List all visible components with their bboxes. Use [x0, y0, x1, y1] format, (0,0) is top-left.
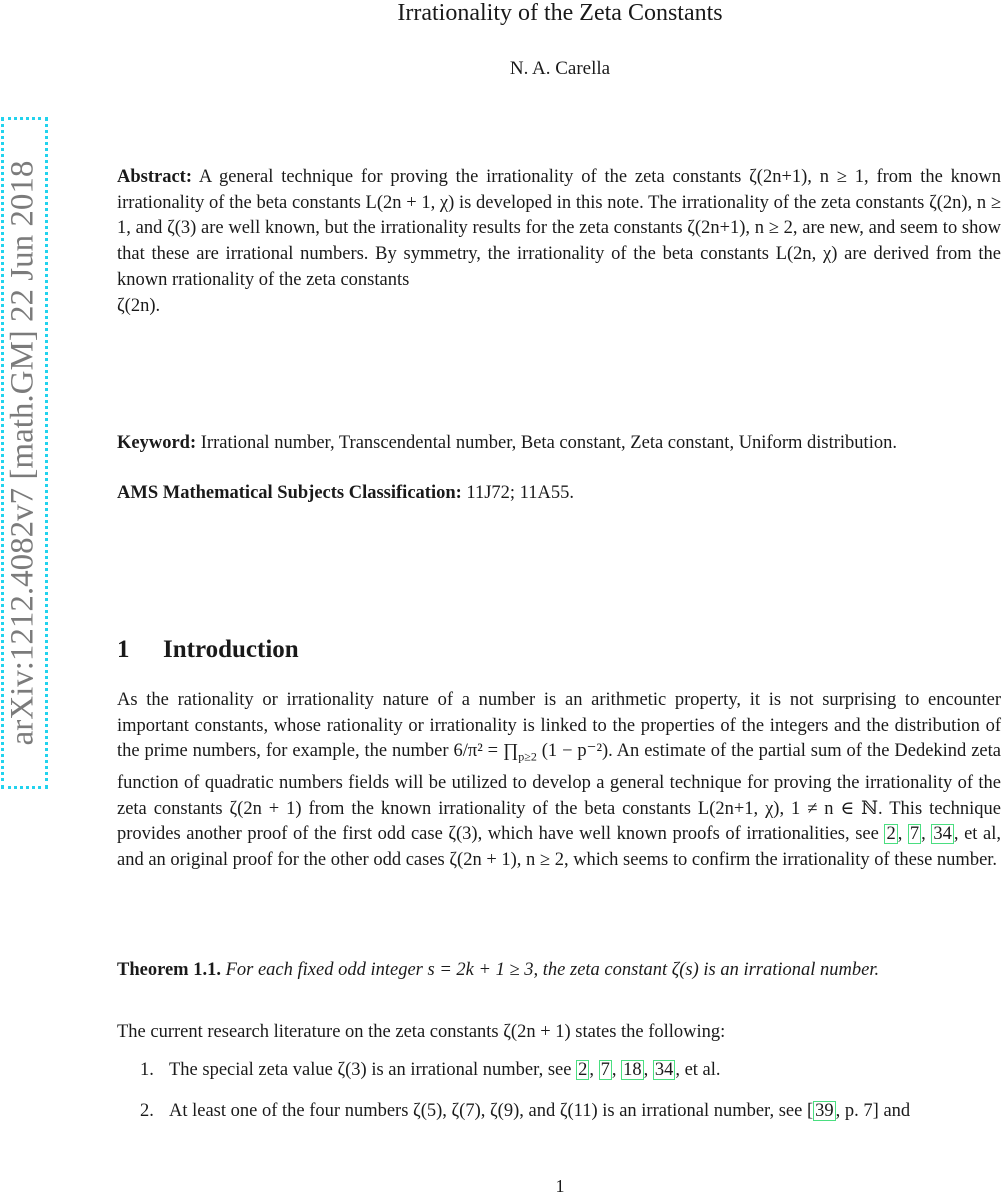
- ams-text: 11J72; 11A55.: [466, 483, 574, 503]
- intro-text: As the rationality or irrationality nature of a number is an arithmetic property, it is not surprising to encounter important constants, whose rationality or irrationality is linked to the properties of the integers and the distribution of the prime numbers, for example, the number 6/π² = ∏: [117, 690, 1001, 762]
- list-number: 2.: [140, 1100, 154, 1121]
- theorem-statement: For each fixed odd integer s = 2k + 1 ≥ 3, the zeta constant ζ(s) is an irrational number.: [225, 960, 880, 980]
- intro-text-c: , et al, and an original proof for the other odd cases ζ(2n + 1), n ≥ 2, which seems to confirm the irrationality of these number.: [117, 824, 1002, 870]
- list-text-end: , p. 7] and: [835, 1100, 911, 1121]
- citation-link[interactable]: 7: [600, 1060, 610, 1080]
- citation-link[interactable]: 34: [654, 1060, 674, 1080]
- citation-link[interactable]: 39: [815, 1100, 834, 1121]
- citation-link[interactable]: 2: [886, 824, 896, 845]
- keyword-label: Keyword:: [117, 433, 197, 453]
- citation-link[interactable]: 7: [909, 824, 920, 845]
- list-number: 1.: [140, 1060, 154, 1080]
- citation-separator: ,: [897, 824, 908, 845]
- list-text: At least one of the four numbers ζ(5), ζ(7), ζ(9), and ζ(11) is an irrational number, see: [169, 1100, 807, 1121]
- paper-title: Irrationality of the Zeta Constants: [397, 0, 723, 26]
- section-heading: [117, 636, 299, 664]
- literature-list: [140, 1058, 1001, 1139]
- abstract-text: A general technique for proving the irrationality of the zeta constants ζ(2n+1), n ≥ 1, from the known irrationality of the beta constants L(2n + 1, χ) is developed in this note. The irrationality of the zeta constants ζ(2n), n ≥ 1, and ζ(3) are well known, but the irrationality results for the zeta constants ζ(2n+1), n ≥ 2, are new, and seem to show that these are irrational numbers. By symmetry, the irrationality of the beta constants L(2n, χ) are derived from the known rrationality of the zeta constants: [117, 167, 1001, 290]
- list-item: 1. The special zeta value ζ(3) is an irrational number, see 2 , 7 , 18 , 34 , et al.: [140, 1058, 1001, 1084]
- literature-intro: The current research literature on the zeta constants ζ(2n + 1) states the following:: [117, 1022, 726, 1042]
- keywords: [117, 431, 1001, 457]
- list-text-end: , et al.: [675, 1060, 721, 1080]
- citation-separator: ,: [921, 824, 932, 845]
- section-title: Introduction: [163, 636, 299, 663]
- citation-link[interactable]: 34: [933, 824, 952, 845]
- intro-text-b: (1 − p⁻²). An estimate of the partial sum of the Dedekind zeta function of quadratic numbers fields will be utilized to develop a general technique for proving the irrationality of the zeta constants ζ(2n + 1) from the known irrationality of the beta constants L(2n+1, χ), 1 ≠ n ∈ ℕ. This technique provides another proof of the first odd case ζ(3), which have well known proofs of irrationalities, see: [117, 741, 1001, 845]
- citation-link[interactable]: 18: [623, 1060, 642, 1080]
- abstract: [117, 165, 1001, 319]
- list-item: 2. At least one of the four numbers ζ(5), ζ(7), ζ(9), and ζ(11) is an irrational number, see [ 39 , p. 7] and: [140, 1099, 1001, 1125]
- section-number: 1: [117, 636, 130, 663]
- theorem-label: Theorem 1.1.: [117, 960, 221, 980]
- ams-label: AMS Mathematical Subjects Classification:: [117, 483, 462, 503]
- keyword-text: Irrational number, Transcendental number, Beta constant, Zeta constant, Uniform distribution.: [200, 433, 897, 453]
- abstract-label: Abstract:: [117, 167, 193, 187]
- page-number: 1: [555, 1176, 565, 1196]
- citation-link[interactable]: 2: [578, 1060, 588, 1080]
- abstract-text-end: ζ(2n).: [117, 295, 161, 316]
- arxiv-stamp[interactable]: arXiv:1212.4082v7 [math.GM] 22 Jun 2018: [4, 160, 41, 746]
- intro-product-subscript: p≥2: [518, 750, 537, 765]
- theorem: [117, 958, 1001, 984]
- introduction-paragraph: [117, 688, 1001, 874]
- paper-author: N. A. Carella: [509, 58, 611, 79]
- list-text: The special zeta value ζ(3) is an irrational number, see: [169, 1060, 577, 1080]
- ams-classification: [117, 481, 1001, 507]
